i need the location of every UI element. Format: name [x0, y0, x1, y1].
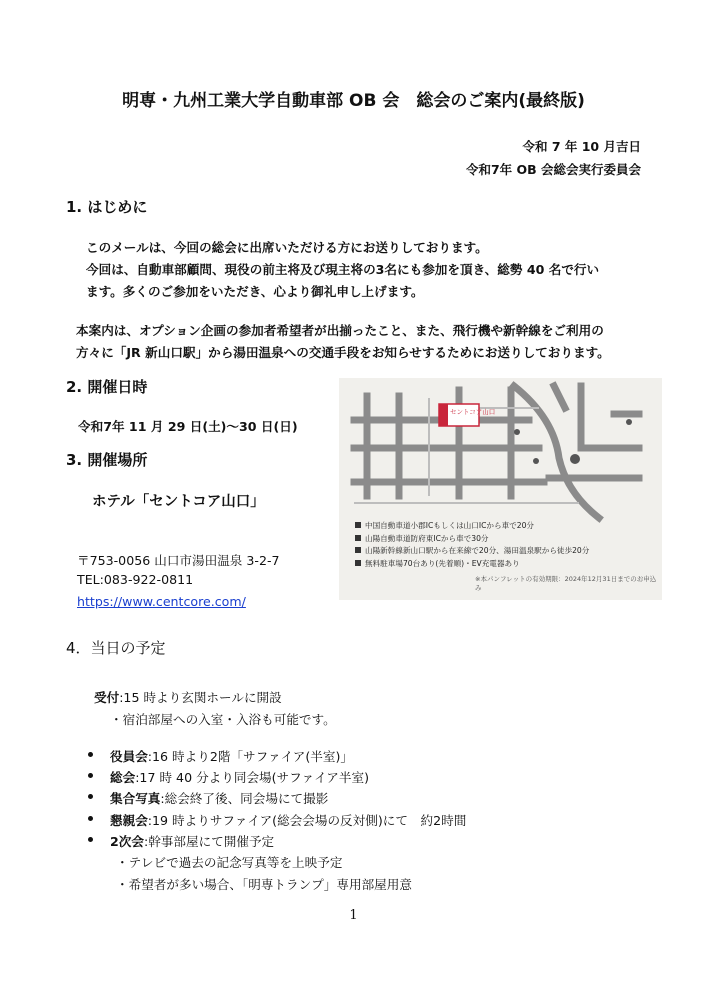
- access-map: [339, 378, 662, 600]
- reception-sub: ・宿泊部屋への入室・入浴も可能です。: [110, 712, 336, 727]
- intro-line-1: このメールは、今回の総会に出席いただける方にお送りしております。: [86, 240, 488, 255]
- map-notes: [355, 520, 662, 592]
- hotel-name: ホテル「セントコア山口」: [92, 494, 265, 510]
- issue-date: 令和 7 年 10 月吉日: [522, 139, 641, 154]
- second-party-note-1: ・テレビで過去の記念写真等を上映予定: [116, 855, 343, 870]
- map-note-1: 中国自動車道小郡ICもしくは山口ICから車で20分: [355, 520, 662, 533]
- map-hotel-label: セントコア山口: [450, 408, 496, 416]
- section-1-heading: 1. はじめに: [66, 198, 148, 216]
- bullet-icon: [88, 794, 93, 799]
- schedule-list: [88, 746, 466, 852]
- schedule-item: 2次会:幹事部屋にて開催予定: [88, 831, 466, 852]
- schedule-item: 役員会:16 時より2階「サファイア(半室)」: [88, 746, 466, 767]
- reception-line: 受付:15 時より玄関ホールに開設: [94, 690, 282, 705]
- schedule-item: 総会:17 時 40 分より同会場(サファイア半室): [88, 767, 466, 788]
- second-party-note-2: ・希望者が多い場合、「明専トランプ」専用部屋用意: [116, 877, 412, 892]
- schedule-item: 懇親会:19 時よりサファイア(総会会場の反対側)にて 約2時間: [88, 810, 466, 831]
- bullet-icon: [88, 816, 93, 821]
- bullet-icon: [88, 773, 93, 778]
- map-note-2: 山陽自動車道防府東ICから車で30分: [355, 533, 662, 546]
- purpose-line-2: 方々に「JR 新山口駅」から湯田温泉への交通手段をお知らせするためにお送りしております。: [76, 345, 610, 360]
- schedule-item: 集合写真:総会終了後、同会場にて撮影: [88, 788, 466, 809]
- map-note-4: 無料駐車場70台あり(先着順)・EV充電器あり: [355, 558, 662, 571]
- section-3-heading: 3. 開催場所: [66, 451, 148, 469]
- intro-line-3: ます。多くのご参加をいただき、心より御礼申し上げます。: [86, 284, 424, 299]
- hotel-tel: TEL:083-922-0811: [77, 572, 194, 587]
- bullet-icon: [88, 752, 93, 757]
- bullet-icon: [88, 837, 93, 842]
- event-datetime: 令和7年 11 月 29 日(土)〜30 日(日): [78, 419, 298, 434]
- section-4-heading: 4．当日の予定: [66, 639, 166, 657]
- map-footnote: ※本パンフレットの有効期限：2024年12月31日までのお申込み: [475, 575, 657, 593]
- intro-line-2: 今回は、自動車部顧問、現役の前主将及び現主将の3名にも参加を頂き、総勢 40 名で行い: [86, 262, 600, 277]
- map-note-3: 山陽新幹線新山口駅から在来線で20分、湯田温泉駅から徒歩20分: [355, 545, 662, 558]
- purpose-line-1: 本案内は、オプション企画の参加者希望者が出揃ったこと、また、飛行機や新幹線をご利用の: [76, 323, 604, 338]
- hotel-address: 〒753-0056 山口市湯田温泉 3-2-7: [77, 553, 280, 568]
- hotel-website-link[interactable]: https://www.centcore.com/: [77, 594, 246, 609]
- section-2-heading: 2. 開催日時: [66, 378, 148, 396]
- document-title: 明専・九州工業大学自動車部 OB 会 総会のご案内(最終版): [122, 91, 585, 111]
- committee-name: 令和7年 OB 会総会実行委員会: [465, 162, 641, 177]
- page-number: 1: [349, 908, 358, 923]
